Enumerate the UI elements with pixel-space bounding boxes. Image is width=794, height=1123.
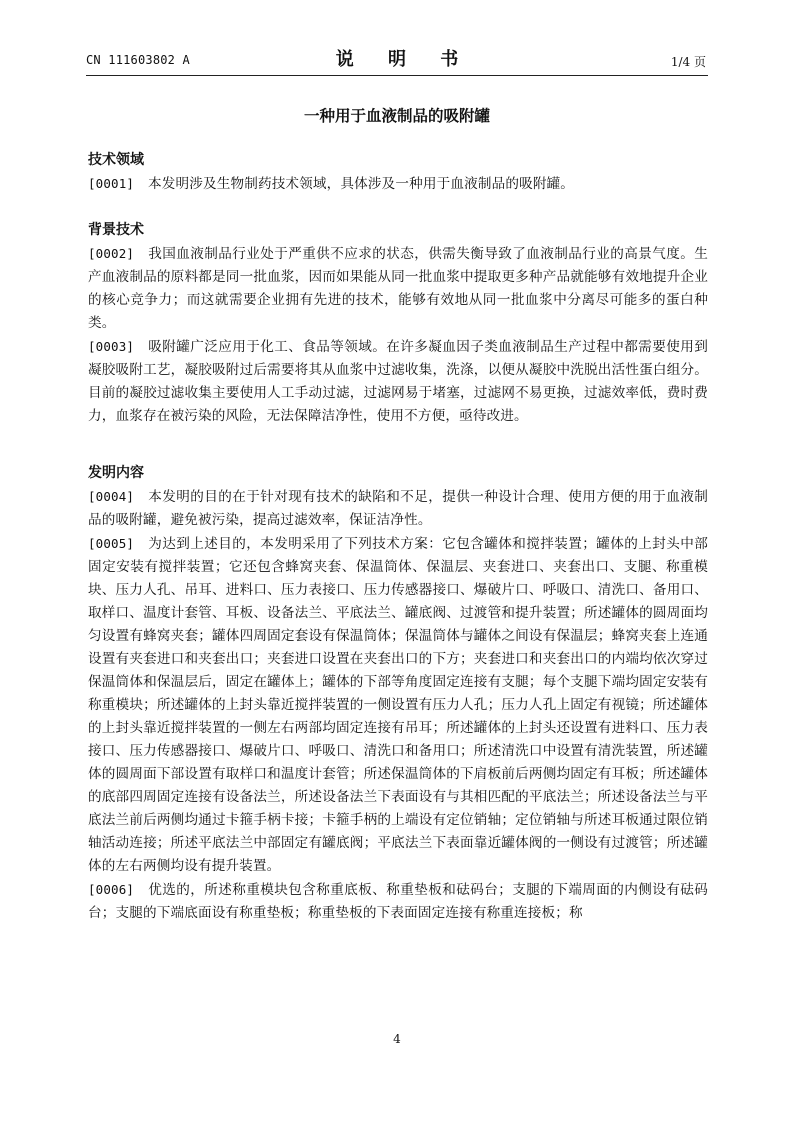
paragraph-text: 优选的，所述称重模块包含称重底板、称重垫板和砝码台；支腿的下端周面的内侧设有砝码台；支腿的下端底面设有称重垫板；称重垫板的下表面固定连接有称重连接板；称	[88, 882, 708, 921]
paragraph-number: [0002]	[88, 246, 135, 261]
page-indicator: 1/4 页	[670, 55, 706, 69]
page-header	[0, 0, 794, 80]
section-summary	[88, 461, 708, 925]
paragraph-text: 本发明的目的在于针对现有技术的缺陷和不足，提供一种设计合理、使用方便的用于血液制品的吸附罐，避免被污染，提高过滤效率，保证洁净性。	[88, 489, 708, 528]
paragraph-text: 为达到上述目的，本发明采用了下列技术方案：它包含罐体和搅拌装置；罐体的上封头中部固定安装有搅拌装置；它还包含蜂窝夹套、保温筒体、保温层、夹套进口、夹套出口、支腿、称重模块、压力人孔、吊耳、进料口、压力表接口、压力传感器接口、爆破片口、呼吸口、清洗口、备用口、取样口、温度计套管、耳板、设备法兰、平底法兰、罐底阀、过渡管和提升装置；所述罐体的圆周面均匀设置有蜂窝夹套；罐体四周固定套设有保温筒体；保温筒体与罐体之间设有保温层；蜂窝夹套上连通设置有夹套进口和夹套出口；夹套进口设置在夹套出口的下方；夹套进口和夹套出口的内端均依次穿过保温筒体和保温层后，固定在罐体上；罐体的下部等角度固定连接有支腿；每个支腿下端均固定安装有称重模块；所述罐体的上封头靠近搅拌装置的一侧设置有压力人孔；压力人孔上固定有视镜；所述罐体的上封头靠近搅拌装置的一侧左右两部均固定连接有吊耳；所述罐体的上封头还设置有进料口、压力表接口、压力传感器接口、爆破片口、呼吸口、清洗口和备用口；所述清洗口中设置有清洗装置，所述罐体的圆周面下部设置有取样口和温度计套管；所述保温筒体的下肩板前后两侧均固定有耳板；所述罐体的底部四周固定连接有设备法兰，所述设备法兰下表面设有与其相匹配的平底法兰；所述设备法兰与平底法兰前后两侧均通过卡箍手柄卡接；卡箍手柄的上端设有定位销轴；定位销轴与所述耳板通过限位销轴活动连接；所述平底法兰中部固定有罐底阀；平底法兰下表面靠近罐体阀的一侧设有过渡管；所述罐体的左右两侧均设有提升装置。	[88, 536, 708, 874]
header-divider	[86, 75, 708, 76]
section-background	[88, 218, 708, 428]
paragraph-number: [0001]	[88, 176, 135, 191]
paragraph	[88, 878, 708, 925]
paragraph	[88, 532, 708, 878]
document-title: 一种用于血液制品的吸附罐	[303, 107, 490, 125]
paragraph	[88, 242, 708, 335]
patent-number: CN 111603802 A	[86, 53, 190, 67]
paragraph-number: [0003]	[88, 339, 135, 354]
section-heading: 发明内容	[88, 465, 144, 481]
paragraph-text: 我国血液制品行业处于严重供不应求的状态，供需失衡导致了血液制品行业的高景气度。生产血液制品的原料都是同一批血浆，因而如果能从同一批血浆中提取更多种产品就能够有效地提升企业的核心竞争力；而这就需要企业拥有先进的技术，能够有效地从同一批血浆中分离尽可能多的蛋白种类。	[88, 246, 708, 331]
paragraph	[88, 485, 708, 532]
paragraph-number: [0006]	[88, 882, 135, 897]
paragraph-number: [0004]	[88, 489, 135, 504]
section-heading: 技术领域	[88, 152, 144, 168]
document-body	[88, 148, 708, 943]
paragraph-text: 本发明涉及生物制药技术领域，具体涉及一种用于血液制品的吸附罐。	[148, 176, 575, 192]
section-technical-field	[88, 148, 708, 196]
paragraph-number: [0005]	[88, 536, 135, 551]
document-type-label: 说 明 书	[335, 49, 473, 70]
paragraph	[88, 172, 708, 196]
page-number: 4	[393, 1032, 401, 1046]
paragraph	[88, 335, 708, 428]
paragraph-text: 吸附罐广泛应用于化工、食品等领域。在许多凝血因子类血液制品生产过程中都需要使用到凝胶吸附工艺，凝胶吸附过后需要将其从血浆中过滤收集，洗涤，以便从凝胶中洗脱出活性蛋白组分。目前的凝胶过滤收集主要使用人工手动过滤，过滤网易于堵塞，过滤网不易更换，过滤效率低，费时费力，血浆存在被污染的风险，无法保障洁净性，使用不方便，亟待改进。	[88, 339, 708, 424]
section-heading: 背景技术	[88, 222, 144, 238]
